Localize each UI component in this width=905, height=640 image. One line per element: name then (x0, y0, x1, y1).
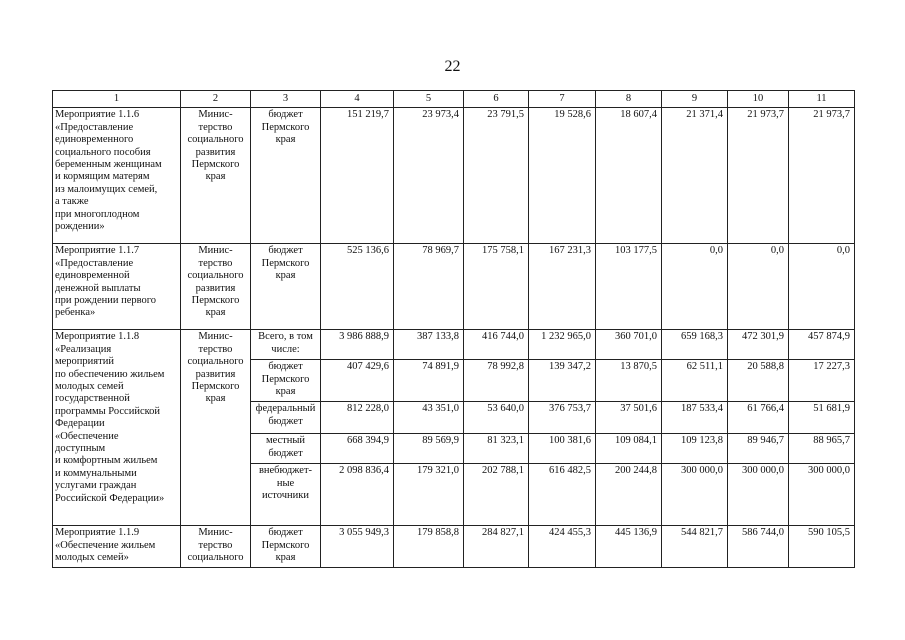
value-cell: 139 347,2 (529, 360, 596, 402)
value-cell: 284 827,1 (464, 526, 529, 568)
funding-source-cell: Всего, в том числе: (251, 330, 321, 360)
header-cell: 6 (464, 91, 529, 108)
value-cell: 81 323,1 (464, 434, 529, 464)
value-cell: 23 973,4 (394, 108, 464, 244)
value-cell: 590 105,5 (789, 526, 855, 568)
value-cell: 19 528,6 (529, 108, 596, 244)
header-cell: 9 (662, 91, 728, 108)
value-cell: 78 969,7 (394, 244, 464, 330)
value-cell: 187 533,4 (662, 402, 728, 434)
budget-table-container (52, 90, 855, 568)
funding-source-cell: бюджет Пермского края (251, 360, 321, 402)
value-cell: 179 321,0 (394, 464, 464, 526)
value-cell: 300 000,0 (728, 464, 789, 526)
funding-source-cell: бюджет Пермского края (251, 244, 321, 330)
value-cell: 0,0 (662, 244, 728, 330)
executor-cell: Минис- терство социального развития Пермского края (181, 330, 251, 526)
value-cell: 23 791,5 (464, 108, 529, 244)
value-cell: 51 681,9 (789, 402, 855, 434)
table-row-measure-1-1-9 (53, 526, 855, 568)
value-cell: 61 766,4 (728, 402, 789, 434)
table-row-measure-1-1-7 (53, 244, 855, 330)
value-cell: 21 371,4 (662, 108, 728, 244)
value-cell: 525 136,6 (321, 244, 394, 330)
funding-source-cell: бюджет Пермского края (251, 526, 321, 568)
value-cell: 100 381,6 (529, 434, 596, 464)
funding-source-cell: местный бюджет (251, 434, 321, 464)
header-cell: 1 (53, 91, 181, 108)
value-cell: 109 123,8 (662, 434, 728, 464)
value-cell: 88 965,7 (789, 434, 855, 464)
value-cell: 407 429,6 (321, 360, 394, 402)
budget-table (52, 90, 855, 568)
executor-cell: Минис- терство социального развития Пермского края (181, 108, 251, 244)
value-cell: 0,0 (789, 244, 855, 330)
value-cell: 175 758,1 (464, 244, 529, 330)
value-cell: 179 858,8 (394, 526, 464, 568)
value-cell: 78 992,8 (464, 360, 529, 402)
measure-name-cell: Мероприятие 1.1.8 «Реализация мероприятий по обеспечению жильем молодых семей государственной программы Российской Федерации «Обеспечение доступным и комфортным жильем и коммунальными услугами граждан Российской Федерации» (53, 330, 181, 526)
value-cell: 202 788,1 (464, 464, 529, 526)
header-cell: 5 (394, 91, 464, 108)
header-cell: 11 (789, 91, 855, 108)
value-cell: 416 744,0 (464, 330, 529, 360)
value-cell: 3 055 949,3 (321, 526, 394, 568)
header-cell: 8 (596, 91, 662, 108)
value-cell: 300 000,0 (789, 464, 855, 526)
value-cell: 586 744,0 (728, 526, 789, 568)
header-cell: 2 (181, 91, 251, 108)
header-cell: 3 (251, 91, 321, 108)
value-cell: 200 244,8 (596, 464, 662, 526)
funding-source-cell: внебюджет- ные источники (251, 464, 321, 526)
value-cell: 167 231,3 (529, 244, 596, 330)
value-cell: 472 301,9 (728, 330, 789, 360)
value-cell: 37 501,6 (596, 402, 662, 434)
value-cell: 376 753,7 (529, 402, 596, 434)
value-cell: 668 394,9 (321, 434, 394, 464)
value-cell: 109 084,1 (596, 434, 662, 464)
value-cell: 544 821,7 (662, 526, 728, 568)
value-cell: 0,0 (728, 244, 789, 330)
value-cell: 53 640,0 (464, 402, 529, 434)
value-cell: 62 511,1 (662, 360, 728, 402)
table-row-measure-1-1-8-total (53, 330, 855, 360)
measure-name-cell: Мероприятие 1.1.6 «Предоставление единовременного социального пособия беременным женщинам и кормящим матерям из малоимущих семей, а также при многоплодном рождении» (53, 108, 181, 244)
measure-name-cell: Мероприятие 1.1.9 «Обеспечение жильем молодых семей» (53, 526, 181, 568)
value-cell: 445 136,9 (596, 526, 662, 568)
value-cell: 360 701,0 (596, 330, 662, 360)
header-cell: 10 (728, 91, 789, 108)
value-cell: 20 588,8 (728, 360, 789, 402)
value-cell: 2 098 836,4 (321, 464, 394, 526)
value-cell: 300 000,0 (662, 464, 728, 526)
value-cell: 424 455,3 (529, 526, 596, 568)
executor-cell: Минис- терство социального (181, 526, 251, 568)
measure-name-cell: Мероприятие 1.1.7 «Предоставление единовременной денежной выплаты при рождении первого ребенка» (53, 244, 181, 330)
value-cell: 13 870,5 (596, 360, 662, 402)
value-cell: 151 219,7 (321, 108, 394, 244)
value-cell: 103 177,5 (596, 244, 662, 330)
value-cell: 21 973,7 (728, 108, 789, 244)
value-cell: 3 986 888,9 (321, 330, 394, 360)
value-cell: 457 874,9 (789, 330, 855, 360)
value-cell: 89 946,7 (728, 434, 789, 464)
value-cell: 18 607,4 (596, 108, 662, 244)
header-cell: 7 (529, 91, 596, 108)
funding-source-cell: федеральный бюджет (251, 402, 321, 434)
value-cell: 89 569,9 (394, 434, 464, 464)
value-cell: 17 227,3 (789, 360, 855, 402)
funding-source-cell: бюджет Пермского края (251, 108, 321, 244)
header-cell: 4 (321, 91, 394, 108)
table-row-measure-1-1-6 (53, 108, 855, 244)
page-number: 22 (444, 58, 461, 75)
value-cell: 21 973,7 (789, 108, 855, 244)
value-cell: 812 228,0 (321, 402, 394, 434)
value-cell: 74 891,9 (394, 360, 464, 402)
value-cell: 43 351,0 (394, 402, 464, 434)
executor-cell: Минис- терство социального развития Пермского края (181, 244, 251, 330)
value-cell: 1 232 965,0 (529, 330, 596, 360)
value-cell: 616 482,5 (529, 464, 596, 526)
header-row (53, 91, 855, 108)
value-cell: 387 133,8 (394, 330, 464, 360)
value-cell: 659 168,3 (662, 330, 728, 360)
